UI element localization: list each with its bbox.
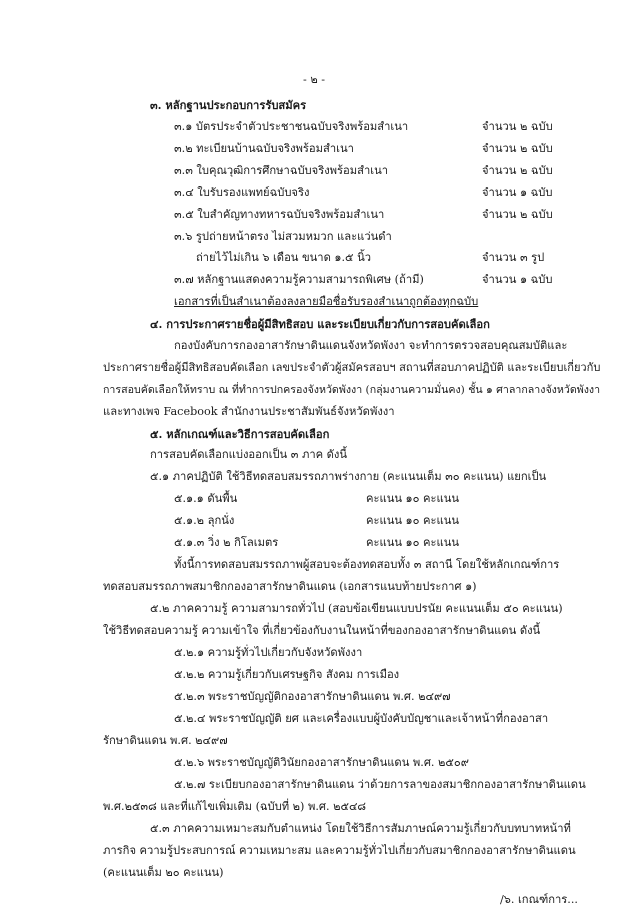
- list-item-cont: รักษาดินแดน พ.ศ. ๒๔๙๗: [103, 734, 228, 747]
- section-5-1-note: ทดสอบสมรรถภาพสมาชิกกองอาสารักษาดินแดน (เอกสารแนบท้ายประกาศ ๑): [103, 580, 477, 593]
- list-item-qty: จำนวน ๑ ฉบับ: [482, 273, 553, 286]
- list-item-qty: จำนวน ๒ ฉบับ: [482, 142, 553, 155]
- section-4-line: และทางเพจ Facebook สำนักงานประชาสัมพันธ์จังหวัดพังงา: [103, 405, 395, 418]
- section-5-3: ๕.๓ ภาคความเหมาะสมกับตำแหน่ง โดยใช้วิธีการสัมภาษณ์ความรู้เกี่ยวกับบทบาทหน้าที่: [150, 822, 571, 835]
- section-3-note: เอกสารที่เป็นสำเนาต้องลงลายมือชื่อรับรองสำเนาถูกต้องทุกฉบับ: [174, 295, 479, 308]
- list-item-score: คะแนน ๑๐ คะแนน: [366, 536, 460, 549]
- list-item: ๕.๑.๑ ดันพื้น: [174, 492, 238, 505]
- continuation-marker: /๖. เกณฑ์การ...: [500, 893, 578, 906]
- list-item: ๕.๒.๔ พระราชบัญญัติ ยศ และเครื่องแบบผู้บังคับบัญชาและเจ้าหน้าที่กองอาสา: [174, 712, 549, 725]
- section-5-heading: ๕. หลักเกณฑ์และวิธีการสอบคัดเลือก: [150, 427, 330, 441]
- list-item: ๕.๒.๓ พระราชบัญญัติกองอาสารักษาดินแดน พ.ศ. ๒๔๙๗: [174, 690, 451, 703]
- section-4-line: กองบังคับการกองอาสารักษาดินแดนจังหวัดพังงา จะทำการตรวจสอบคุณสมบัติและ: [174, 339, 568, 352]
- list-item-qty: จำนวน ๓ รูป: [482, 251, 545, 264]
- section-5-2: ๕.๒ ภาคความรู้ ความสามารถทั่วไป (สอบข้อเขียนแบบปรนัย คะแนนเต็ม ๕๐ คะแนน): [150, 602, 563, 615]
- list-item: ๕.๑.๒ ลุกนั่ง: [174, 514, 235, 527]
- section-5-3-cont: ภารกิจ ความรู้ประสบการณ์ ความเหมาะสม และความรู้ทั่วไปเกี่ยวกับสมาชิกกองอาสารักษาดินแดน: [103, 844, 576, 857]
- list-item: ๓.๔ ใบรับรองแพทย์ฉบับจริง: [174, 186, 310, 199]
- list-item: ๓.๖ รูปถ่ายหน้าตรง ไม่สวมหมวก และแว่นดำ: [174, 230, 392, 243]
- list-item: ๕.๒.๑ ความรู้ทั่วไปเกี่ยวกับจังหวัดพังงา: [174, 646, 363, 659]
- list-item-score: คะแนน ๑๐ คะแนน: [366, 492, 460, 505]
- list-item-qty: จำนวน ๑ ฉบับ: [482, 186, 553, 199]
- section-3-heading: ๓. หลักฐานประกอบการรับสมัคร: [150, 98, 307, 112]
- list-item: ๓.๕ ใบสำคัญทางทหารฉบับจริงพร้อมสำเนา: [174, 208, 385, 221]
- section-5-2-cont: ใช้วิธีทดสอบความรู้ ความเข้าใจ ที่เกี่ยวข้องกับงานในหน้าที่ของกองอาสารักษาดินแดน ดังนี้: [103, 624, 541, 637]
- section-4-heading: ๔. การประกาศรายชื่อผู้มีสิทธิสอบ และระเบียบเกี่ยวกับการสอบคัดเลือก: [150, 317, 490, 331]
- section-5-intro: การสอบคัดเลือกแบ่งออกเป็น ๓ ภาค ดังนี้: [150, 448, 348, 461]
- list-item-score: คะแนน ๑๐ คะแนน: [366, 514, 460, 527]
- list-item-cont: พ.ศ.๒๕๓๘ และที่แก้ไขเพิ่มเติม (ฉบับที่ ๒) พ.ศ. ๒๕๔๘: [103, 800, 367, 813]
- list-item: ๕.๑.๓ วิ่ง ๒ กิโลเมตร: [174, 536, 279, 549]
- list-item: ๕.๒.๗ ระเบียบกองอาสารักษาดินแดน ว่าด้วยการลาของสมาชิกกองอาสารักษาดินแดน: [174, 778, 586, 791]
- list-item: ๓.๓ ใบคุณวุฒิการศึกษาฉบับจริงพร้อมสำเนา: [174, 164, 389, 177]
- section-5-1-note: ทั้งนี้การทดสอบสมรรถภาพผู้สอบจะต้องทดสอบทั้ง ๓ สถานี โดยใช้หลักเกณฑ์การ: [174, 558, 560, 571]
- list-item: ๕.๒.๒ ความรู้เกี่ยวกับเศรษฐกิจ สังคม การเมือง: [174, 668, 400, 681]
- section-4-line: การสอบคัดเลือกให้ทราบ ณ ที่ทำการปกครองจังหวัดพังงา (กลุ่มงานความมั่นคง) ชั้น ๑ ศาลากลางจังหวัดพังงา: [103, 383, 601, 396]
- list-item-qty: จำนวน ๒ ฉบับ: [482, 164, 553, 177]
- section-5-3-cont: (คะแนนเต็ม ๒๐ คะแนน): [103, 866, 224, 879]
- list-item: ๓.๗ หลักฐานแสดงความรู้ความสามารถพิเศษ (ถ้ามี): [174, 273, 424, 286]
- list-item-qty: จำนวน ๒ ฉบับ: [482, 120, 553, 133]
- list-item: ๓.๑ บัตรประจำตัวประชาชนฉบับจริงพร้อมสำเนา: [174, 120, 409, 133]
- list-item-qty: จำนวน ๒ ฉบับ: [482, 208, 553, 221]
- list-item-cont: ถ่ายไว้ไม่เกิน ๖ เดือน ขนาด ๑.๕ นิ้ว: [196, 251, 372, 264]
- section-4-line: ประกาศรายชื่อผู้มีสิทธิสอบคัดเลือก เลขประจำตัวผู้สมัครสอบฯ สถานที่สอบภาคปฏิบัติ และระเบียบเกี่ยวกับ: [103, 361, 601, 374]
- list-item: ๕.๒.๖ พระราชบัญญัติวินัยกองอาสารักษาดินแดน พ.ศ. ๒๕๐๙: [174, 756, 469, 769]
- list-item: ๓.๒ ทะเบียนบ้านฉบับจริงพร้อมสำเนา: [174, 142, 354, 155]
- section-5-1: ๕.๑ ภาคปฏิบัติ ใช้วิธีทดสอบสมรรถภาพร่างกาย (คะแนนเต็ม ๓๐ คะแนน) แยกเป็น: [150, 470, 547, 483]
- page-number: - ๒ -: [303, 73, 326, 86]
